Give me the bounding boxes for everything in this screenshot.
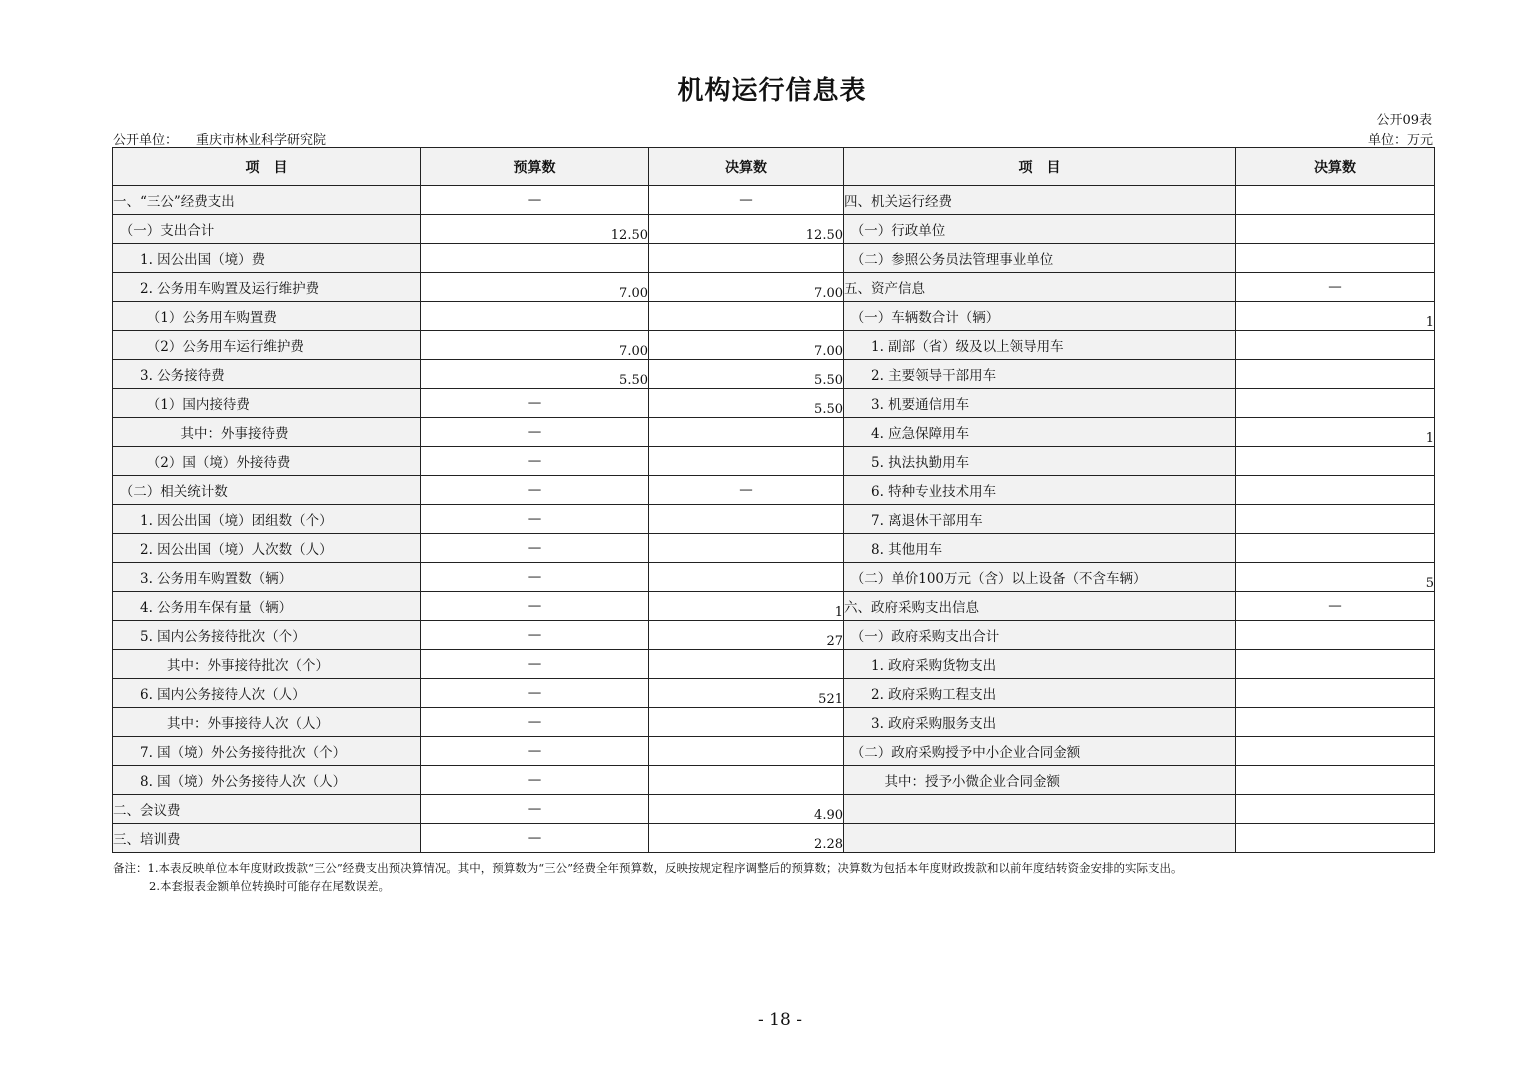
- row-final-right: [1236, 824, 1435, 853]
- table-row: [113, 331, 1435, 360]
- row-item-right: [844, 824, 1236, 853]
- table-row: [113, 650, 1435, 679]
- header-budget: 预算数: [421, 148, 649, 186]
- note-2: 2.本套报表金额单位转换时可能存在尾数误差。: [149, 879, 390, 893]
- row-item-right: [844, 795, 1236, 824]
- row-item-left: （2）国（境）外接待费: [113, 447, 421, 476]
- row-final-right: [1236, 389, 1435, 418]
- org-label: 公开单位：: [113, 133, 179, 148]
- table-row: [113, 447, 1435, 476]
- row-final-left: 5.50: [649, 389, 844, 418]
- row-final-left: 12.50: [649, 215, 844, 244]
- row-final-right: 5: [1236, 563, 1435, 592]
- row-final-left: [649, 505, 844, 534]
- row-final-left: [649, 447, 844, 476]
- row-final-left: 1: [649, 592, 844, 621]
- table-body: [113, 186, 1435, 853]
- row-item-right: 7. 离退休干部用车: [844, 505, 1236, 534]
- row-item-left: （二）相关统计数: [113, 476, 421, 505]
- row-final-right: [1236, 621, 1435, 650]
- row-item-left: （1）公务用车购置费: [113, 302, 421, 331]
- row-item-left: 三、培训费: [113, 824, 421, 853]
- header-final-left: 决算数: [649, 148, 844, 186]
- row-item-right: 4. 应急保障用车: [844, 418, 1236, 447]
- row-budget: —: [421, 389, 649, 418]
- row-item-right: （二）单价100万元（含）以上设备（不含车辆）: [844, 563, 1236, 592]
- row-final-right: —: [1236, 592, 1435, 621]
- row-item-left: 4. 公务用车保有量（辆）: [113, 592, 421, 621]
- row-item-left: 8. 国（境）外公务接待人次（人）: [113, 766, 421, 795]
- row-final-right: [1236, 186, 1435, 215]
- row-final-right: [1236, 447, 1435, 476]
- table-row: [113, 505, 1435, 534]
- table-row: [113, 244, 1435, 273]
- row-budget: 7.00: [421, 273, 649, 302]
- header-item-right: 项 目: [844, 148, 1236, 186]
- row-item-left: （一）支出合计: [113, 215, 421, 244]
- table-row: [113, 708, 1435, 737]
- row-final-left: 7.00: [649, 331, 844, 360]
- row-final-left: [649, 650, 844, 679]
- row-item-right: （一）政府采购支出合计: [844, 621, 1236, 650]
- row-item-right: （一）行政单位: [844, 215, 1236, 244]
- row-budget: 12.50: [421, 215, 649, 244]
- row-final-right: [1236, 795, 1435, 824]
- info-table: [112, 147, 1435, 853]
- row-final-left: [649, 563, 844, 592]
- row-final-right: [1236, 215, 1435, 244]
- row-final-right: —: [1236, 273, 1435, 302]
- row-final-right: [1236, 244, 1435, 273]
- row-item-right: 其中：授予小微企业合同金额: [844, 766, 1236, 795]
- table-row: [113, 737, 1435, 766]
- row-final-left: 7.00: [649, 273, 844, 302]
- row-final-right: 1: [1236, 302, 1435, 331]
- row-final-right: [1236, 476, 1435, 505]
- table-row: [113, 389, 1435, 418]
- notes: [113, 859, 1182, 895]
- row-item-right: 2. 政府采购工程支出: [844, 679, 1236, 708]
- row-final-left: [649, 737, 844, 766]
- row-item-right: 3. 机要通信用车: [844, 389, 1236, 418]
- row-budget: —: [421, 534, 649, 563]
- row-budget: —: [421, 737, 649, 766]
- row-final-left: [649, 766, 844, 795]
- row-item-left: 其中：外事接待人次（人）: [113, 708, 421, 737]
- unit-label: 单位：万元: [1367, 133, 1433, 148]
- row-budget: —: [421, 621, 649, 650]
- row-budget: [421, 302, 649, 331]
- row-final-left: 5.50: [649, 360, 844, 389]
- row-budget: 5.50: [421, 360, 649, 389]
- row-item-right: 五、资产信息: [844, 273, 1236, 302]
- row-item-right: 5. 执法执勤用车: [844, 447, 1236, 476]
- table-row: [113, 273, 1435, 302]
- row-budget: —: [421, 795, 649, 824]
- row-final-right: [1236, 360, 1435, 389]
- row-item-right: 8. 其他用车: [844, 534, 1236, 563]
- page-title: 机构运行信息表: [677, 76, 867, 106]
- row-item-left: 其中：外事接待费: [113, 418, 421, 447]
- row-budget: —: [421, 708, 649, 737]
- table-row: [113, 534, 1435, 563]
- row-budget: —: [421, 679, 649, 708]
- row-budget: [421, 244, 649, 273]
- table-row: [113, 186, 1435, 215]
- form-code: 公开09表: [1376, 113, 1432, 128]
- row-final-left: 27: [649, 621, 844, 650]
- row-final-right: [1236, 534, 1435, 563]
- table-row: [113, 592, 1435, 621]
- table-row: [113, 360, 1435, 389]
- row-budget: —: [421, 592, 649, 621]
- row-item-left: （2）公务用车运行维护费: [113, 331, 421, 360]
- row-budget: —: [421, 650, 649, 679]
- table-row: [113, 679, 1435, 708]
- row-budget: —: [421, 418, 649, 447]
- row-item-right: 2. 主要领导干部用车: [844, 360, 1236, 389]
- row-final-left: 2.28: [649, 824, 844, 853]
- row-final-right: [1236, 708, 1435, 737]
- row-item-right: 6. 特种专业技术用车: [844, 476, 1236, 505]
- row-item-left: （1）国内接待费: [113, 389, 421, 418]
- row-item-right: 1. 副部（省）级及以上领导用车: [844, 331, 1236, 360]
- row-item-left: 1. 因公出国（境）费: [113, 244, 421, 273]
- row-final-left: [649, 302, 844, 331]
- row-final-right: [1236, 766, 1435, 795]
- row-item-left: 5. 国内公务接待批次（个）: [113, 621, 421, 650]
- row-final-right: [1236, 505, 1435, 534]
- row-budget: —: [421, 447, 649, 476]
- row-item-left: 6. 国内公务接待人次（人）: [113, 679, 421, 708]
- row-item-left: 一、“三公”经费支出: [113, 186, 421, 215]
- row-final-left: —: [649, 476, 844, 505]
- row-final-left: —: [649, 186, 844, 215]
- row-item-left: 3. 公务接待费: [113, 360, 421, 389]
- row-item-right: 3. 政府采购服务支出: [844, 708, 1236, 737]
- row-final-right: [1236, 737, 1435, 766]
- row-budget: —: [421, 186, 649, 215]
- table-row: [113, 418, 1435, 447]
- row-final-left: [649, 244, 844, 273]
- header-item-left: 项 目: [113, 148, 421, 186]
- table-row: [113, 476, 1435, 505]
- row-final-left: 521: [649, 679, 844, 708]
- row-budget: —: [421, 766, 649, 795]
- table-row: [113, 824, 1435, 853]
- table-row: [113, 215, 1435, 244]
- header-final-right: 决算数: [1236, 148, 1435, 186]
- table-row: [113, 795, 1435, 824]
- row-budget: —: [421, 563, 649, 592]
- row-item-left: 3. 公务用车购置数（辆）: [113, 563, 421, 592]
- row-budget: 7.00: [421, 331, 649, 360]
- row-item-left: 2. 公务用车购置及运行维护费: [113, 273, 421, 302]
- note-1: 备注：1.本表反映单位本年度财政拨款“三公”经费支出预决算情况。其中，预算数为“三公”经费全年预算数，反映按规定程序调整后的预算数；决算数为包括本年度财政拨款和以前年度结转资金安排的实际支出。: [113, 861, 1183, 875]
- row-final-right: 1: [1236, 418, 1435, 447]
- org-info: [113, 129, 326, 148]
- row-final-left: 4.90: [649, 795, 844, 824]
- row-item-left: 二、会议费: [113, 795, 421, 824]
- row-item-right: 六、政府采购支出信息: [844, 592, 1236, 621]
- row-item-right: （二）参照公务员法管理事业单位: [844, 244, 1236, 273]
- table-row: [113, 766, 1435, 795]
- row-budget: —: [421, 505, 649, 534]
- row-final-right: [1236, 679, 1435, 708]
- row-item-left: 其中：外事接待批次（个）: [113, 650, 421, 679]
- header-row: [113, 148, 1435, 186]
- row-final-right: [1236, 331, 1435, 360]
- row-budget: —: [421, 476, 649, 505]
- page-number: - 18 -: [758, 1010, 802, 1030]
- table-row: [113, 621, 1435, 650]
- row-item-left: 2. 因公出国（境）人次数（人）: [113, 534, 421, 563]
- row-item-left: 7. 国（境）外公务接待批次（个）: [113, 737, 421, 766]
- row-budget: —: [421, 824, 649, 853]
- row-item-left: 1. 因公出国（境）团组数（个）: [113, 505, 421, 534]
- org-name: 重庆市林业科学研究院: [196, 133, 327, 148]
- row-item-right: （一）车辆数合计（辆）: [844, 302, 1236, 331]
- row-item-right: （二）政府采购授予中小企业合同金额: [844, 737, 1236, 766]
- row-item-right: 1. 政府采购货物支出: [844, 650, 1236, 679]
- table-row: [113, 563, 1435, 592]
- row-final-left: [649, 534, 844, 563]
- row-final-left: [649, 418, 844, 447]
- row-final-right: [1236, 650, 1435, 679]
- row-final-left: [649, 708, 844, 737]
- table-row: [113, 302, 1435, 331]
- row-item-right: 四、机关运行经费: [844, 186, 1236, 215]
